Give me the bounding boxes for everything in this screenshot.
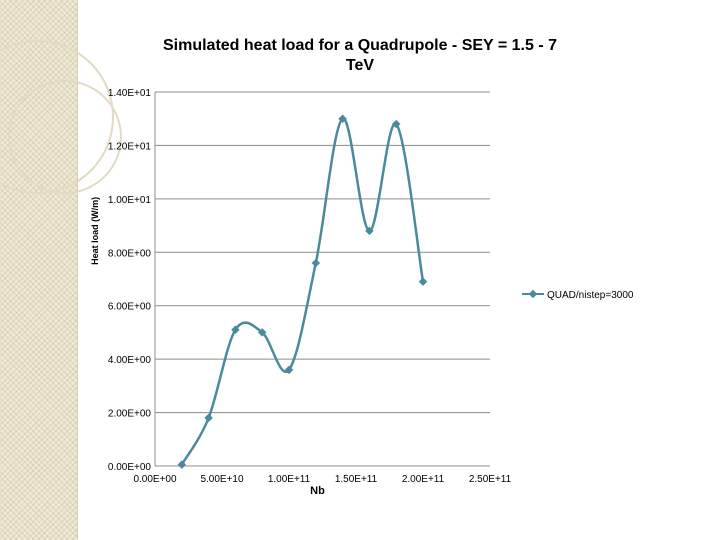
x-tick-label: 1.00E+11 bbox=[267, 474, 311, 485]
y-tick-label: 1.20E+01 bbox=[107, 141, 151, 153]
data-point-marker bbox=[419, 277, 427, 285]
y-axis-label: Heat load (W/m) bbox=[90, 196, 100, 265]
y-tick-label: 0.00E+00 bbox=[107, 462, 151, 473]
y-tick-label: 2.00E+00 bbox=[107, 408, 151, 420]
y-tick-label: 1.40E+01 bbox=[107, 88, 151, 99]
legend-marker bbox=[529, 290, 537, 298]
x-tick-label: 5.00E+10 bbox=[200, 474, 244, 485]
y-tick-label: 4.00E+00 bbox=[107, 355, 151, 367]
x-tick-label: 1.50E+11 bbox=[334, 474, 378, 485]
x-tick-label: 2.50E+11 bbox=[468, 474, 512, 485]
y-tick-label: 1.00E+01 bbox=[107, 194, 151, 206]
y-tick-label: 8.00E+00 bbox=[107, 248, 151, 260]
y-tick-label: 6.00E+00 bbox=[107, 301, 151, 313]
legend-label: QUAD/nistep=3000 bbox=[547, 290, 634, 301]
legend bbox=[522, 290, 634, 301]
x-tick-label: 2.00E+11 bbox=[401, 474, 445, 485]
series bbox=[178, 114, 428, 468]
chart-title-line1: Simulated heat load for a Quadrupole - SEY = 1.5 - 7 bbox=[162, 37, 558, 54]
x-axis-label: Nb bbox=[310, 485, 325, 497]
data-point-marker bbox=[312, 259, 320, 267]
x-tick-label: 0.00E+00 bbox=[133, 474, 177, 485]
gridlines bbox=[155, 92, 490, 466]
chart-title-line2: TeV bbox=[345, 57, 375, 74]
data-point-marker bbox=[204, 414, 212, 422]
